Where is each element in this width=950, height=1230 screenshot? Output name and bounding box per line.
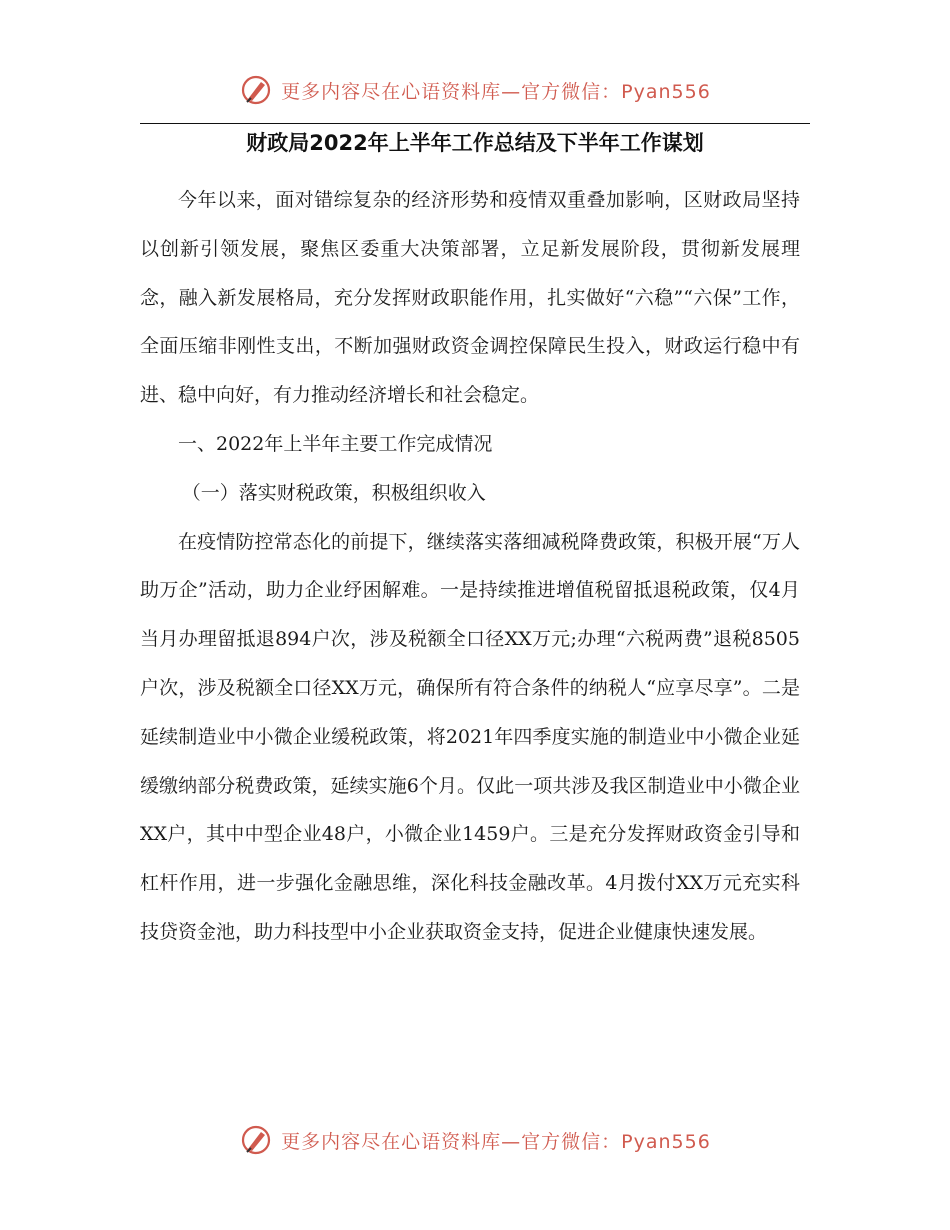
- body-paragraph: 在疫情防控常态化的前提下，继续落实落细减税降费政策，积极开展“万人助万企”活动，助力企业纾困解难。一是持续推进增值税留抵退税政策，仅4月当月办理留抵退894户次，涉及税额全口径XX万元;办理“六税两费”退税8505户次，涉及税额全口径XX万元，确保所有符合条件的纳税人“应享尽享”。二是延续制造业中小微企业缓税政策，将2021年四季度实施的制造业中小微企业延缓缴纳部分税费政策，延续实施6个月。仅此一项共涉及我区制造业中小微企业XX户，其中中型企业48户，小微企业1459户。三是充分发挥财政资金引导和杠杆作用，进一步强化金融思维，深化科技金融改革。4月拨付XX万元充实科技贷资金池，助力科技型中小企业获取资金支持，促进企业健康快速发展。: [140, 530, 800, 943]
- subsection-heading: （一）落实财税政策，积极组织收入: [181, 481, 486, 504]
- document-title: 财政局2022年上半年工作总结及下半年工作谋划: [246, 131, 704, 155]
- banner-text: 更多内容尽在心语资料库—官方微信：Pyan556: [281, 1130, 711, 1153]
- intro-paragraph: 今年以来，面对错综复杂的经济形势和疫情双重叠加影响，区财政局坚持以创新引领发展，聚焦区委重大决策部署，立足新发展阶段，贯彻新发展理念，融入新发展格局，充分发挥财政职能作用，扎实做好“六稳”“六保”工作，全面压缩非刚性支出，不断加强财政资金调控保障民生投入，财政运行稳中有进、稳中向好，有力推动经济增长和社会稳定。: [140, 189, 800, 407]
- banner-text: 更多内容尽在心语资料库—官方微信：Pyan556: [281, 80, 711, 103]
- quill-pen-logo-icon: [239, 1123, 273, 1157]
- quill-pen-logo-icon: [239, 73, 273, 107]
- header-watermark-banner: [0, 70, 950, 110]
- header-divider: [140, 123, 810, 124]
- footer-watermark-banner: [0, 1120, 950, 1160]
- section-heading: 一、2022年上半年主要工作完成情况: [178, 432, 493, 455]
- document-body: [140, 176, 800, 957]
